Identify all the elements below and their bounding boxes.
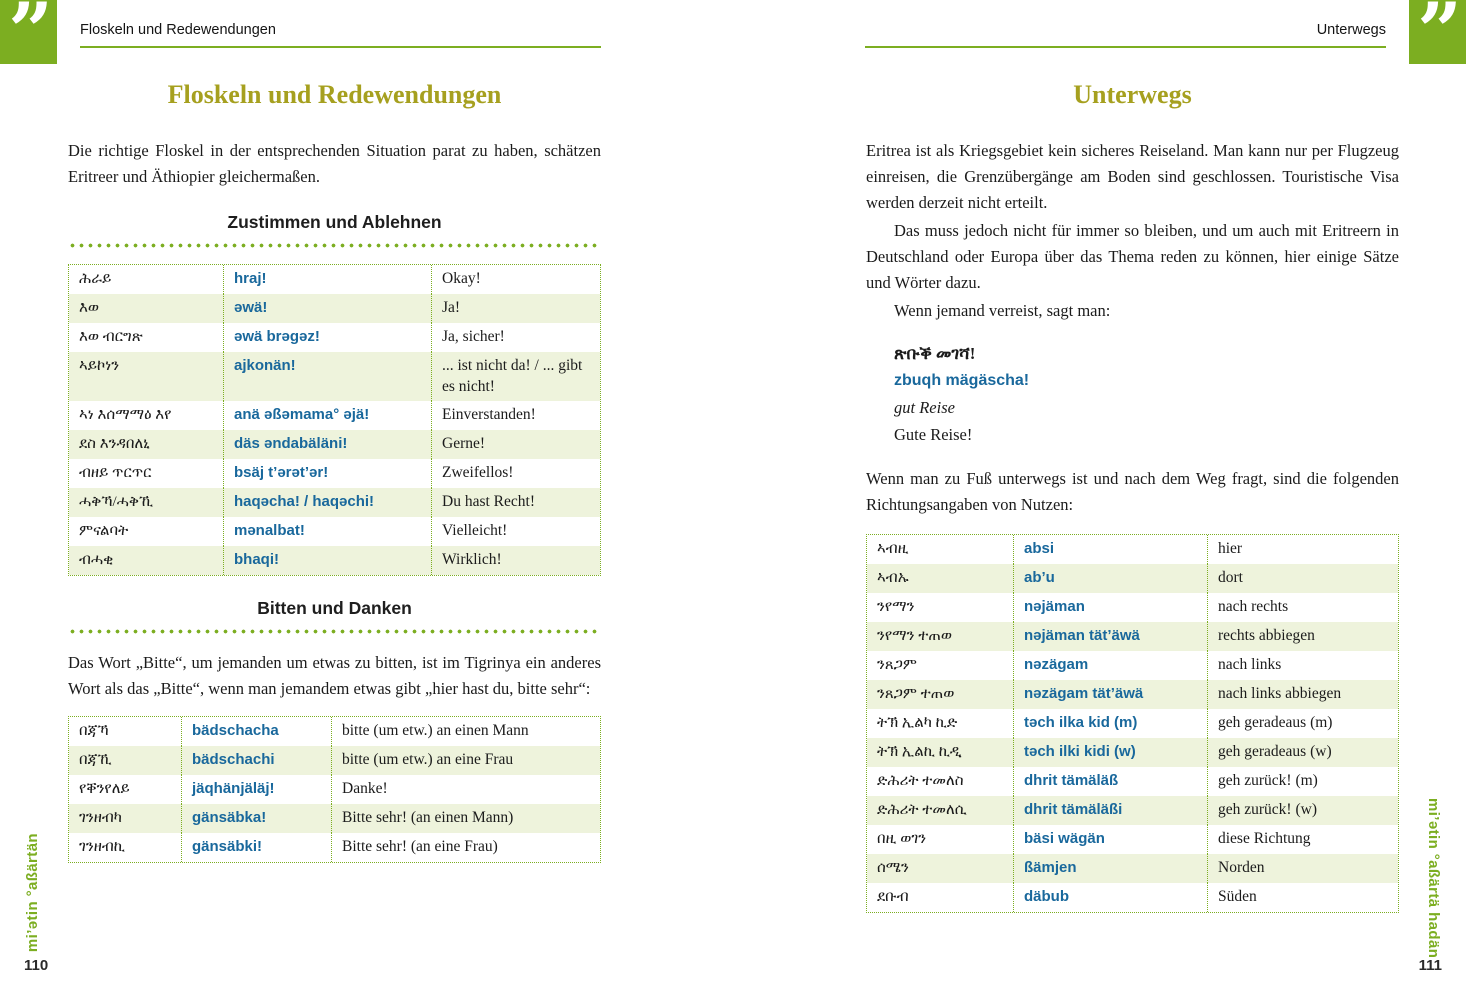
transliteration-cell: əwä brəgəz! — [223, 323, 431, 352]
tigrinya-cell: ሕራይ — [79, 271, 112, 287]
table-row — [69, 833, 600, 862]
table-row — [867, 709, 1398, 738]
tigrinya-cell: ኣይኮነን — [79, 358, 120, 374]
tigrinya-cell: ንጸጋም — [877, 657, 917, 673]
tigrinya-cell: ኣብዚ — [877, 541, 909, 557]
table-row — [867, 796, 1398, 825]
phrase-table-bitten — [68, 716, 601, 863]
transliteration-cell: jäqhänjäläj! — [181, 775, 331, 804]
tigrinya-cell: ደስ እንዳበለኒ — [79, 436, 150, 452]
page-number-right: 111 — [1418, 957, 1442, 974]
transliteration-cell: dhrit tämäläß — [1013, 767, 1207, 796]
table-row — [69, 401, 600, 430]
german-cell: geh zurück! (w) — [1207, 796, 1398, 825]
quote-glyph: ” — [1417, 0, 1458, 64]
tigrinya-cell: ንየማን ተጠወ — [877, 628, 952, 644]
german-cell: ... ist nicht da! / ... gibt es nicht! — [431, 352, 600, 401]
transliteration-cell: däbub — [1013, 883, 1207, 912]
german-cell: hier — [1207, 535, 1398, 564]
transliteration-cell: ajkonän! — [223, 352, 431, 401]
german-cell: Süden — [1207, 883, 1398, 912]
german-cell: Ja, sicher! — [431, 323, 600, 352]
tigrinya-cell: ገንዘብካ — [79, 810, 122, 826]
transliteration-cell: nəjäman tät’äwä — [1013, 622, 1207, 651]
left-page-content — [68, 76, 601, 869]
transliteration-cell: bädschachi — [181, 746, 331, 775]
table-row — [69, 746, 600, 775]
example-gloss: gut Reise — [894, 398, 955, 417]
tigrinya-cell: ትኽ ኢልኪ ኪዲ — [877, 744, 962, 760]
transliteration-cell: təch ilka kid (m) — [1013, 709, 1207, 738]
transliteration-cell: anä əßəmama° əjä! — [223, 401, 431, 430]
right-paragraph-4: Wenn man zu Fuß unterwegs ist und nach dem Weg fragt, sind die folgenden Richtungsangaben von Nutzen: — [866, 469, 1399, 514]
german-cell: geh geradeaus (m) — [1207, 709, 1398, 738]
transliteration-cell: bsäj t’ərət’ər! — [223, 459, 431, 488]
tigrinya-cell: ንጸጋም ተጠወ — [877, 686, 955, 702]
table-row — [69, 717, 600, 746]
german-cell: diese Richtung — [1207, 825, 1398, 854]
example-german: Gute Reise! — [894, 425, 973, 444]
tigrinya-cell: በጃኺ — [79, 752, 112, 768]
left-page-title: Floskeln und Redewendungen — [167, 80, 502, 109]
tigrinya-cell: ድሕሪት ተመለሲ — [877, 802, 967, 818]
left-intro-paragraph: Die richtige Floskel in der entsprechenden Situation parat zu haben, schätzen Eritreer und Äthiopier gleichermaßen. — [68, 141, 601, 186]
quote-mark-icon-left — [0, 0, 57, 64]
transliteration-cell: hraj! — [223, 265, 431, 294]
tigrinya-cell: እወ — [79, 300, 100, 316]
tigrinya-cell: በዚ ወገን — [877, 831, 927, 847]
margin-text-right: mi’ətin °aßärtä hadän — [1425, 797, 1442, 958]
right-paragraph-2: Das muss jedoch nicht für immer so bleiben, und um auch mit Eritreern in Deutschland oder Europa über das Thema reden zu können, hier einige Sätze und Wörter dazu. — [866, 221, 1399, 292]
tigrinya-cell: እወ ብርግጽ — [79, 329, 143, 345]
bitten-intro-paragraph: Das Wort „Bitte“, um jemanden um etwas zu bitten, ist im Tigrinya ein anderes Wort als das „Bitte“, wenn man jemandem etwas gibt „hier hast du, bitte sehr“: — [68, 653, 601, 698]
page-number-left: 110 — [24, 957, 49, 974]
table-row — [867, 767, 1398, 796]
german-cell: nach links — [1207, 651, 1398, 680]
table-row — [69, 488, 600, 517]
table-row — [69, 323, 600, 352]
table-row — [69, 459, 600, 488]
german-cell: Ja! — [431, 294, 600, 323]
german-cell: Wirklich! — [431, 546, 600, 575]
dotted-divider — [68, 629, 601, 634]
running-header-right — [865, 16, 1386, 48]
tigrinya-cell: ኣብኡ — [877, 570, 909, 586]
section-heading-bitten: Bitten und Danken — [257, 598, 412, 618]
table-row — [867, 854, 1398, 883]
transliteration-cell: təch ilki kidi (w) — [1013, 738, 1207, 767]
table-row — [69, 430, 600, 459]
german-cell: dort — [1207, 564, 1398, 593]
tigrinya-cell: ሰሜን — [877, 860, 909, 876]
tigrinya-cell: ብዘይ ጥርጥር — [79, 465, 152, 481]
table-row — [867, 564, 1398, 593]
table-row — [867, 593, 1398, 622]
tigrinya-cell: ምናልባት — [79, 523, 129, 539]
transliteration-cell: gänsäbka! — [181, 804, 331, 833]
tigrinya-cell: ንየማን — [877, 599, 915, 615]
example-phrase-block — [894, 340, 1399, 448]
running-header-left — [80, 16, 601, 48]
phrase-table-zustimmen — [68, 264, 601, 576]
margin-text-left: mi’ətin °aßärtän — [24, 832, 41, 952]
quote-glyph: ” — [8, 0, 49, 64]
transliteration-cell: absi — [1013, 535, 1207, 564]
table-row — [867, 825, 1398, 854]
dotted-divider — [68, 243, 601, 248]
german-cell: Norden — [1207, 854, 1398, 883]
transliteration-cell: əwä! — [223, 294, 431, 323]
german-cell: geh zurück! (m) — [1207, 767, 1398, 796]
transliteration-cell: nəjäman — [1013, 593, 1207, 622]
table-row — [867, 680, 1398, 709]
transliteration-cell: mənalbat! — [223, 517, 431, 546]
german-cell: rechts abbiegen — [1207, 622, 1398, 651]
transliteration-cell: bäsi wägän — [1013, 825, 1207, 854]
table-row — [867, 883, 1398, 912]
transliteration-cell: nəzägam — [1013, 651, 1207, 680]
tigrinya-cell: ትኽ ኢልካ ኪድ — [877, 715, 958, 731]
transliteration-cell: ab’u — [1013, 564, 1207, 593]
transliteration-cell: haqəcha! / haqəchi! — [223, 488, 431, 517]
transliteration-cell: gänsäbki! — [181, 833, 331, 862]
german-cell: Du hast Recht! — [431, 488, 600, 517]
german-cell: Okay! — [431, 265, 600, 294]
table-row — [69, 352, 600, 401]
german-cell: Bitte sehr! (an einen Mann) — [331, 804, 600, 833]
table-row — [867, 651, 1398, 680]
table-row — [69, 775, 600, 804]
running-header-right-text: Unterwegs — [1316, 22, 1386, 38]
table-row — [69, 546, 600, 575]
german-cell: bitte (um etw.) an eine Frau — [331, 746, 600, 775]
section-heading-zustimmen: Zustimmen und Ablehnen — [227, 212, 442, 232]
table-row — [69, 294, 600, 323]
transliteration-cell: ßämjen — [1013, 854, 1207, 883]
tigrinya-cell: ደቡብ — [877, 889, 909, 905]
table-row — [867, 738, 1398, 767]
example-transliteration: zbuqh mägäscha! — [894, 372, 1030, 389]
german-cell: bitte (um etw.) an einen Mann — [331, 717, 600, 746]
quote-mark-icon-right — [1409, 0, 1466, 64]
tigrinya-cell: ሓቅኻ/ሓቅኺ — [79, 494, 154, 510]
transliteration-cell: bädschacha — [181, 717, 331, 746]
transliteration-cell: nəzägam tät’äwä — [1013, 680, 1207, 709]
german-cell: Gerne! — [431, 430, 600, 459]
example-tigrinya: ጽቡቕ መገሻ! — [894, 344, 976, 363]
transliteration-cell: bhaqi! — [223, 546, 431, 575]
german-cell: Einverstanden! — [431, 401, 600, 430]
table-row — [69, 517, 600, 546]
german-cell: Bitte sehr! (an eine Frau) — [331, 833, 600, 862]
directions-table — [866, 534, 1399, 913]
table-row — [867, 622, 1398, 651]
tigrinya-cell: በጃኻ — [79, 723, 109, 739]
german-cell: nach links abbiegen — [1207, 680, 1398, 709]
table-row — [69, 265, 600, 294]
german-cell: Danke! — [331, 775, 600, 804]
right-paragraph-3: Wenn jemand verreist, sagt man: — [894, 301, 1111, 320]
running-header-left-text: Floskeln und Redewendungen — [80, 22, 276, 38]
german-cell: geh geradeaus (w) — [1207, 738, 1398, 767]
right-page-content — [866, 76, 1399, 919]
transliteration-cell: däs əndabäläni! — [223, 430, 431, 459]
table-row — [867, 535, 1398, 564]
tigrinya-cell: ገንዘብኪ — [79, 839, 126, 855]
table-row — [69, 804, 600, 833]
tigrinya-cell: ብሓቂ — [79, 552, 114, 568]
right-page-title: Unterwegs — [1073, 80, 1192, 109]
right-paragraph-1: Eritrea ist als Kriegsgebiet kein sicheres Reiseland. Man kann nur per Flugzeug einreisen, die Grenzübergänge am Boden sind geschlossen. Touristische Visa werden derzeit nicht erteilt. — [866, 141, 1399, 212]
german-cell: nach rechts — [1207, 593, 1398, 622]
tigrinya-cell: የቐንየለይ — [79, 781, 130, 797]
tigrinya-cell: ድሕሪት ተመለስ — [877, 773, 964, 789]
transliteration-cell: dhrit tämäläßi — [1013, 796, 1207, 825]
tigrinya-cell: ኣነ እሰማማዕ እየ — [79, 407, 172, 423]
german-cell: Zweifellos! — [431, 459, 600, 488]
german-cell: Vielleicht! — [431, 517, 600, 546]
